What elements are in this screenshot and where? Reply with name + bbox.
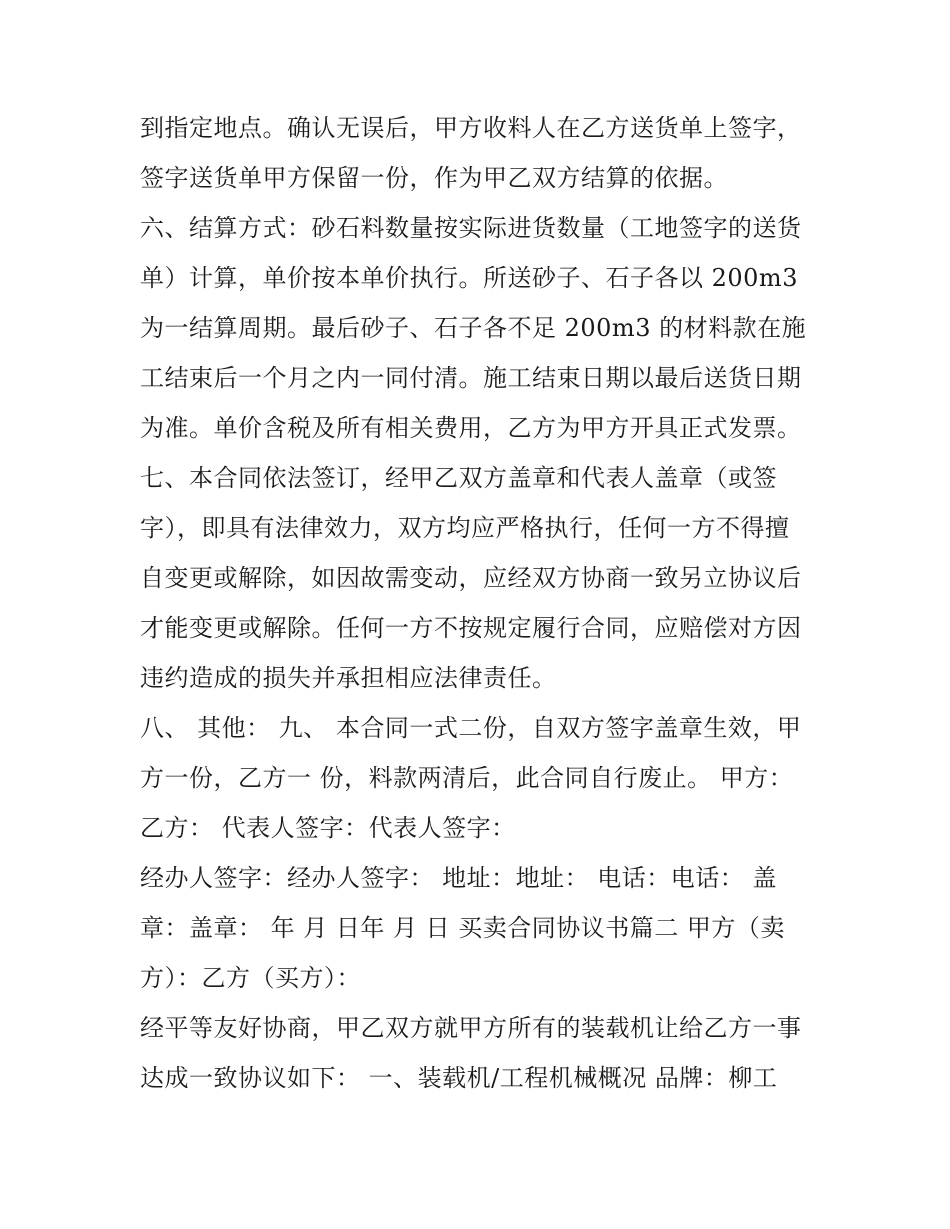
text-line-6: 工结束后一个月之内一同付清。施工结束日期以最后送货日期: [140, 364, 802, 392]
text-line-13: 八、 其他： 九、 本合同一式二份，自双方签字盖章生效，甲: [140, 714, 802, 742]
text-line-19: 经平等友好协商，甲乙双方就甲方所有的装载机让给乙方一事: [140, 1014, 802, 1042]
text-line-8: 七、本合同依法签订，经甲乙双方盖章和代表人盖章（或签: [140, 464, 777, 492]
text-line-12: 违约造成的损失并承担相应法律责任。: [140, 664, 557, 692]
text-line-2: 签字送货单甲方保留一份，作为甲乙双方结算的依据。: [140, 164, 728, 192]
text-line-10: 自变更或解除，如因故需变动，应经双方协商一致另立协议后: [140, 564, 802, 592]
text-line-15: 乙方： 代表人签字：代表人签字：: [140, 814, 516, 842]
text-line-17: 章：盖章： 年 月 日年 月 日 买卖合同协议书篇二 甲方（卖: [140, 914, 785, 942]
text-line-11: 才能变更或解除。任何一方不按规定履行合同，应赔偿对方因: [140, 614, 802, 642]
text-line-14: 方一份，乙方一 份，料款两清后，此合同自行废止。 甲方：: [140, 764, 794, 792]
text-line-5: 为一结算周期。最后砂子、石子各不足 200m3 的材料款在施: [140, 314, 807, 342]
text-line-18: 方）：乙方（买方）：: [140, 964, 361, 992]
text-line-1: 到指定地点。确认无误后，甲方收料人在乙方送货单上签字，: [140, 114, 802, 142]
text-line-4: 单）计算，单价按本单价执行。所送砂子、石子各以 200m3: [140, 264, 798, 292]
text-line-7: 为准。单价含税及所有相关费用，乙方为甲方开具正式发票。: [140, 414, 802, 442]
text-line-16: 经办人签字：经办人签字： 地址：地址： 电话：电话： 盖: [140, 864, 777, 892]
text-line-9: 字），即具有法律效力，双方均应严格执行，任何一方不得擅: [140, 514, 790, 542]
text-line-20: 达成一致协议如下： 一、装载机/工程机械概况 品牌：柳工: [140, 1064, 778, 1092]
text-line-3: 六、结算方式：砂石料数量按实际进货数量（工地签字的送货: [140, 214, 802, 242]
